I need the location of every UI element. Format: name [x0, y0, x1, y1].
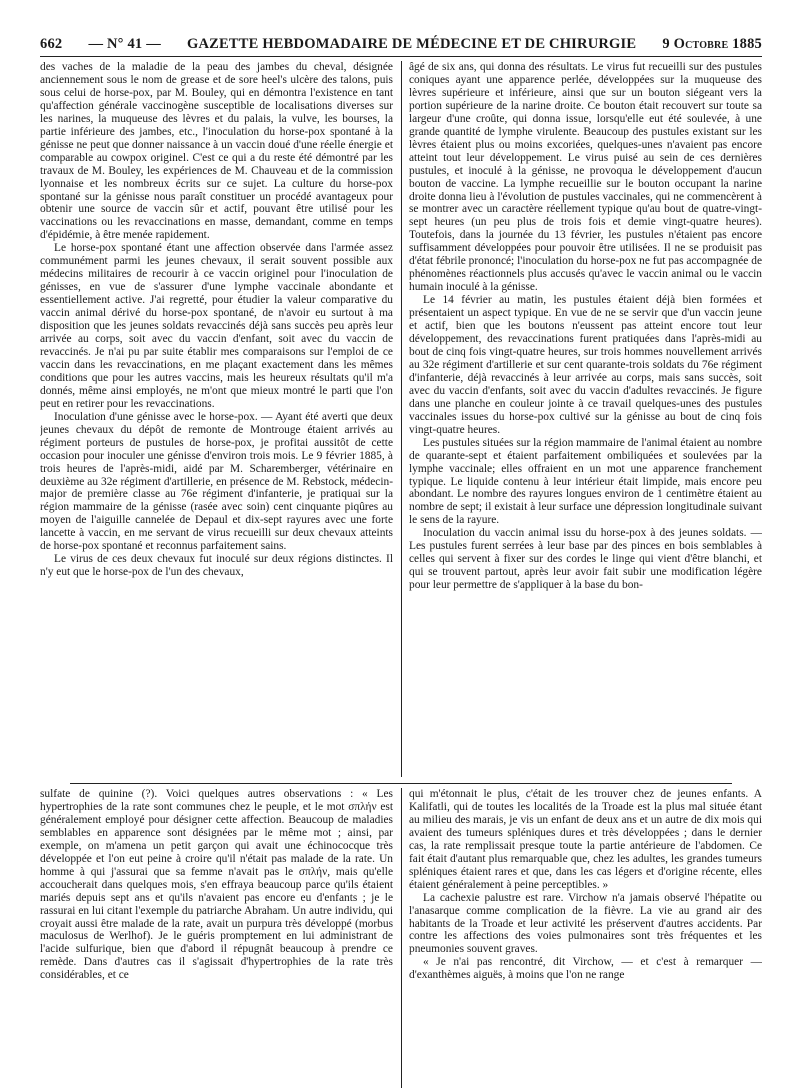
section-divider	[70, 783, 732, 784]
column-bottom-right	[409, 788, 762, 1088]
paragraph: des vaches de la maladie de la peau des jambes du cheval, désignée anciennement sous le nom de grease et de sore heel's ulcère des talons, puis sous celui de horse-pox, par M. Bouley, qui en démontra l'existence en tant qu'affection générale vaccinogène susceptible de localisations diverses sur les narines, la muqueuse des lèvres et du palais, la vulve, les bourses, la partie inférieure des jambes, etc., l'inoculation du horse-pox spontané à la génisse ne peut que donner naissance à un vaccin doué d'une réelle énergie et comparable au cowpox originel. C'est ce qui a du reste été démontré par les travaux de M. Bouley, les expériences de M. Chauveau et de la commission lyonnaise et les nombreux écrits sur ce sujet. La culture du horse-pox spontané sur la génisse nous paraît constituer un procédé avantageux pour obtenir une source de vaccin sûr et actif, pouvant être utilisé pour les vaccinations ou les revaccinations en masse, demandant, comme en temps d'épidémie, à être menée rapidement.	[40, 61, 393, 242]
journal-title: GAZETTE HEBDOMADAIRE DE MÉDECINE ET DE CHIRURGIE	[187, 36, 637, 52]
column-divider	[401, 788, 402, 1088]
paragraph: sulfate de quinine (?). Voici quelques autres observations : « Les hypertrophies de la rate sont communes chez le peuple, et le mot σπλήν est généralement employé pour désigner cette affection. Beaucoup de maladies semblables en apparence sont désignées par le même mot ; ainsi, par exemple, on m'amena un petit garçon qui avait une échinococque très développée et l'on eut peine à croire qu'il n'était pas malade de la rate. Un homme à qui j'assurai que sa femme n'avait pas le σπλήν, mais qu'elle accoucherait dans quelques mois, s'en effraya beaucoup parce qu'ils étaient mariés depuis sept ans et qu'ils n'avaient pas encore eu d'enfants ; je le rassurai en lui citant l'exemple du patriarche Abraham. Un autre individu, qui croyait aussi être malade de la rate, avait un purpura très développé (morbus maculosus de Werlhof). Je le guéris promptement en lui administrant de l'acide sulfurique, bien que d'abord il répugnât beaucoup à prendre ce remède. Dans d'autres cas il s'agissait d'hypertrophies de la rate très considérables, et ce	[40, 788, 393, 982]
issue-number: — N° 41 —	[88, 36, 161, 52]
article-bottom	[40, 788, 762, 1088]
newspaper-page	[40, 36, 762, 1088]
issue-date: 9 Octobre 1885	[662, 36, 762, 52]
article-top	[40, 61, 762, 777]
paragraph: Inoculation d'une génisse avec le horse-pox. — Ayant été averti que deux jeunes chevaux du dépôt de remonte de Montrouge étaient arrivés au régiment porteurs de pustules de horse-pox, je profitai aussitôt de cette occasion pour inoculer une génisse d'environ trois mois. Le 9 février 1885, à trois heures de l'après-midi, aidé par M. Scharemberger, vétérinaire en deuxième au 32e régiment d'artillerie, en présence de M. Rebstock, médecin-major de première classe au 76e régiment d'infanterie, je pratiquai sur la région mammaire de la génisse (rasée avec soin) cent cinquante piqûres au moyen de l'aiguille cannelée de Depaul et dix-sept rayures avec une forte lancette à vaccin, en me servant de virus recueilli sur deux chevaux atteints de horse-pox spontané et reconnus parfaitement sains.	[40, 410, 393, 553]
paragraph: Les pustules situées sur la région mammaire de l'animal étaient au nombre de quarante-sept et étaient parfaitement ombiliquées et soulevées par la lymphe vaccinale; elles offraient en un mot une apparence franchement typique. Le liquide contenu à leur intérieur était limpide, mais encore peu abondant. Le nombre des rayures longues environ de 1 centimètre étaient au nombre de sept; il existait à leur surface une dépression longitudinale suivant le sens de la rayure.	[409, 436, 762, 527]
column-bottom-left	[40, 788, 393, 1088]
column-divider	[401, 61, 402, 777]
page-header	[40, 36, 762, 57]
column-top-left	[40, 61, 393, 777]
paragraph: qui m'étonnait le plus, c'était de les trouver chez de jeunes enfants. A Kalifatli, qui de toutes les localités de la Troade est la plus mal située étant au milieu des marais, je vis un enfant de deux ans et un autre de dix mois qui avaient des tumeurs spléniques dures et très développées ; dans le dernier cas, la rate remplissait presque toute la partie antérieure de l'abdomen. Ce fait était d'autant plus remarquable que, chez les adultes, les grandes tumeurs spléniques étaient rares et que, dans les cas légers et d'origine récente, elles étaient généralement à peine perceptibles. »	[409, 788, 762, 891]
paragraph: Le virus de ces deux chevaux fut inoculé sur deux régions distinctes. Il n'y eut que le horse-pox de l'un des chevaux,	[40, 553, 393, 579]
paragraph: âgé de six ans, qui donna des résultats. Le virus fut recueilli sur des pustules coniques ayant une apparence perlée, développées sur la muqueuse des lèvres supérieure et inférieure, ainsi que sur un bouton siégeant vers la portion supérieure de la narine droite. Ce bouton était recouvert sur toute sa largeur d'une croûte, qui donna issue, lorsqu'elle eut été soulevée, à une grande quantité de lymphe virulente. Beaucoup des pustules existant sur les lèvres étaient plus ou moins excoriées, quelques-unes n'avaient pas encore atteint tout leur développement. Le virus puisé au sein de ces dernières pustules, et inoculé à la génisse, ne provoqua le développement d'aucun bouton de vaccine. La lymphe recueillie sur le bouton occupant la narine droite donna lieu à l'évolution de pustules vaccinales, qui ne commencèrent à se montrer avec un caractère réellement typique qu'au bout de quatre-vingt-sept heures (un peu plus de trois fois et demie vingt-quatre heures). Toutefois, dans la journée du 13 février, les pustules n'étaient pas encore suffisamment développées pour pouvoir être utilisées. Il ne se produisit pas d'état fébrile prononcé; l'inoculation du horse-pox ne fut pas accompagnée de phénomènes réactionnels plus accusés qu'avec le vaccin animal ou le vaccin humain inoculé à la génisse.	[409, 61, 762, 294]
paragraph: « Je n'ai pas rencontré, dit Virchow, — et c'est à remarquer — d'exanthèmes aiguës, à moins que l'on ne range	[409, 956, 762, 982]
paragraph: Le 14 février au matin, les pustules étaient déjà bien formées et présentaient un aspect typique. En vue de ne se servir que d'un vaccin jeune et actif, bien que les boutons n'eussent pas atteint encore tout leur développement, des revaccinations furent pratiquées dans l'après-midi au bout de cinq fois vingt-quatre heures, sur trois hommes nouvellement arrivés au 32e régiment d'artillerie et sur cent quarante-trois soldats du 76e régiment d'infanterie, déjà revaccinés à leur arrivée au corps, mais sans succès, soit avec du vaccin d'enfants, soit avec du vaccin d'adultes revaccinés. Je figure dans une planche en couleur jointe à ce travail quelques-unes des pustules vaccinales issues du horse-pox cultivé sur la génisse au bout de cinq fois vingt-quatre heures.	[409, 294, 762, 436]
column-top-right	[409, 61, 762, 777]
page-number: 662	[40, 36, 63, 52]
paragraph: Inoculation du vaccin animal issu du horse-pox à des jeunes soldats. — Les pustules furent serrées à leur base par des pinces en bois semblables à celles qui servent à fixer sur des cordes le linge qui vient d'être blanchi, et qui se trouvent partout, après leur avoir fait subir une modification légère pour leur permettre de s'appliquer à la base du bon-	[409, 527, 762, 592]
paragraph: Le horse-pox spontané étant une affection observée dans l'armée assez communément parmi les jeunes chevaux, il serait souvent possible aux médecins militaires de recourir à ce vaccin originel pour l'inoculation de génisses, en vue de s'assurer d'une lymphe vaccinale abondante et essentiellement active. J'ai regretté, pour étudier la valeur comparative du vaccin animal dérivé du horse-pox spontané, de n'avoir eu surtout à ma disposition que les jeunes soldats revaccinés déjà sans succès peu après leur arrivée au corps, soit avec du vaccin d'enfant, soit avec du vaccin de revaccinés. Je n'ai pu par suite établir mes comparaisons sur l'emploi de ce vaccin dans les revaccinations, en me plaçant exactement dans les mêmes conditions que pour les autres vaccins, mais les heureux résultats qu'il m'a donnés, même ainsi employés, ne m'ont que mieux montré le parti que l'on peut en retirer pour les revaccinations.	[40, 242, 393, 410]
paragraph: La cachexie palustre est rare. Virchow n'a jamais observé l'hépatite ou l'anasarque comme complication de la fièvre. La vie au grand air des habitants de la Troade et leur activité les préservent d'autres accidents. Par contre les affections des voies pulmonaires sont très fréquentes et les pneumonies souvent graves.	[409, 891, 762, 956]
